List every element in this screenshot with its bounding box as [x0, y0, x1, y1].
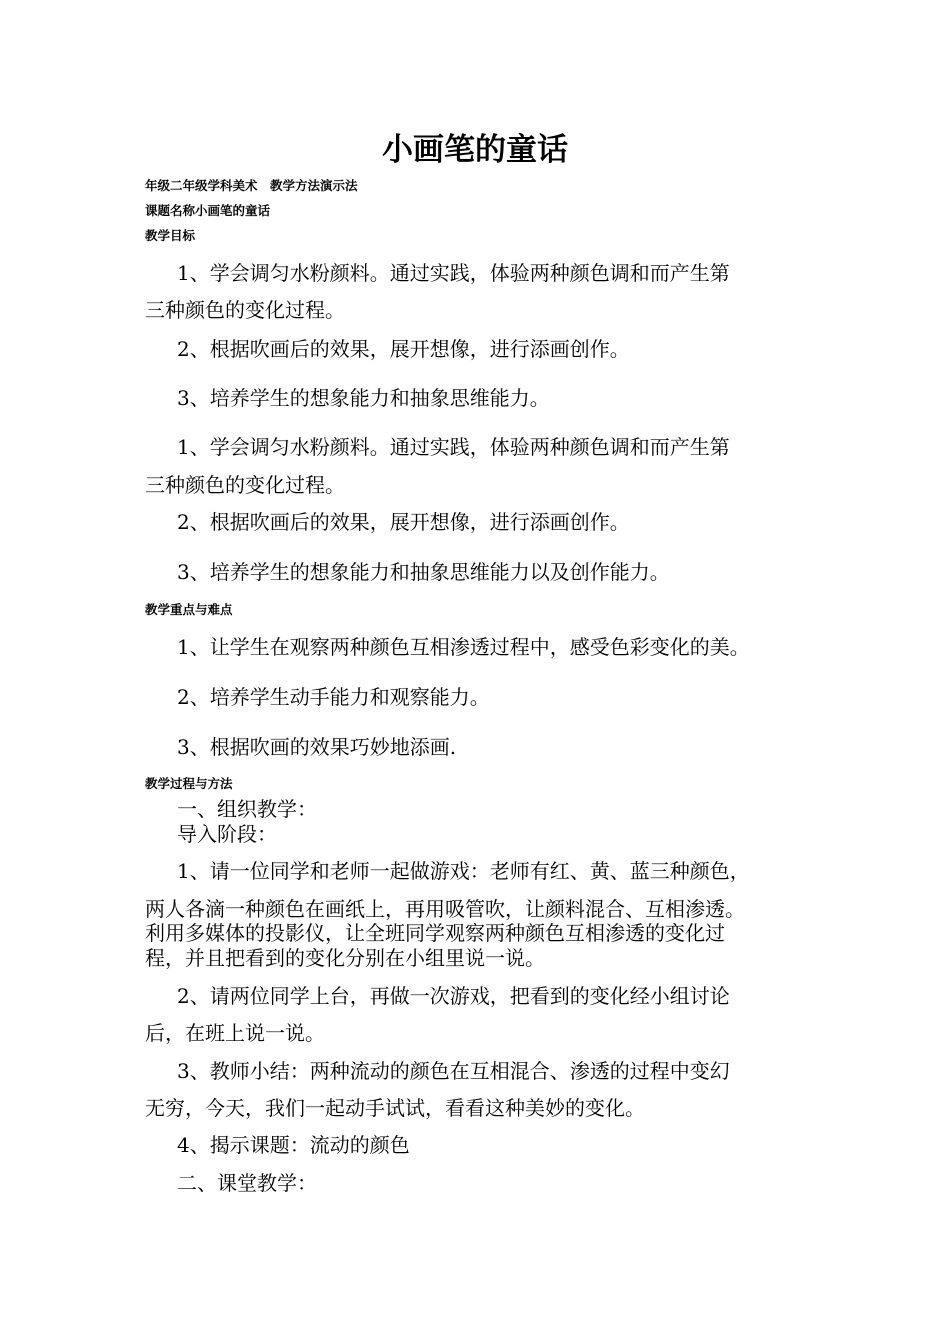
process-section-2: 二、课堂教学： [177, 1171, 317, 1195]
key-point-item-2: 2、培养学生动手能力和观察能力。 [177, 685, 490, 709]
grade-subject-method-line: 年级二年级学科美术 教学方法演示法 [145, 178, 358, 193]
process-heading: 教学过程与方法 [145, 776, 233, 791]
process-step-2-line-1: 2、请两位同学上台，再做一次游戏，把看到的变化经小组讨论 [177, 984, 730, 1008]
key-point-item-3: 3、根据吹画的效果巧妙地添画. [177, 735, 457, 759]
goal-a-item-3: 3、培养学生的想象能力和抽象思维能力。 [177, 386, 550, 410]
goal-b-item-3: 3、培养学生的想象能力和抽象思维能力以及创作能力。 [177, 560, 670, 584]
goal-b-item-2: 2、根据吹画后的效果，展开想像，进行添画创作。 [177, 510, 630, 534]
process-step-1-line-3: 利用多媒体的投影仪，让全班同学观察两种颜色互相渗透的变化过 [145, 921, 725, 945]
goal-a-item-1-line-1: 1、学会调匀水粉颜料。通过实践，体验两种颜色调和而产生第 [177, 261, 730, 285]
goal-a-item-2: 2、根据吹画后的效果，展开想像，进行添画创作。 [177, 337, 630, 361]
goals-heading: 教学目标 [145, 228, 196, 243]
process-step-3-line-2: 无穷，今天，我们一起动手试试，看看这种美妙的变化。 [145, 1096, 645, 1120]
process-step-3-line-1: 3、教师小结：两种流动的颜色在互相混合、渗透的过程中变幻 [177, 1059, 730, 1083]
goal-b-item-1-line-2: 三种颜色的变化过程。 [145, 473, 345, 497]
document-title: 小画笔的童话 [382, 132, 568, 168]
topic-line: 课题名称小画笔的童话 [145, 203, 271, 218]
process-step-1-line-4: 程，并且把看到的变化分别在小组里说一说。 [145, 946, 545, 970]
process-section-1: 一、组织教学： [177, 797, 317, 821]
process-step-4: 4、揭示课题：流动的颜色 [177, 1133, 410, 1157]
process-step-1-line-1: 1、请一位同学和老师一起做游戏：老师有红、黄、蓝三种颜色， [177, 859, 750, 883]
goal-b-item-1-line-1: 1、学会调匀水粉颜料。通过实践，体验两种颜色调和而产生第 [177, 435, 730, 459]
process-step-2-line-2: 后，在班上说一说。 [145, 1021, 325, 1045]
process-intro: 导入阶段： [177, 822, 277, 846]
goal-a-item-1-line-2: 三种颜色的变化过程。 [145, 298, 345, 322]
key-point-item-1: 1、让学生在观察两种颜色互相渗透过程中，感受色彩变化的美。 [177, 635, 750, 659]
key-points-heading: 教学重点与难点 [145, 602, 233, 617]
process-step-1-line-2: 两人各滴一种颜色在画纸上，再用吸管吹，让颜料混合、互相渗透。 [145, 897, 745, 921]
